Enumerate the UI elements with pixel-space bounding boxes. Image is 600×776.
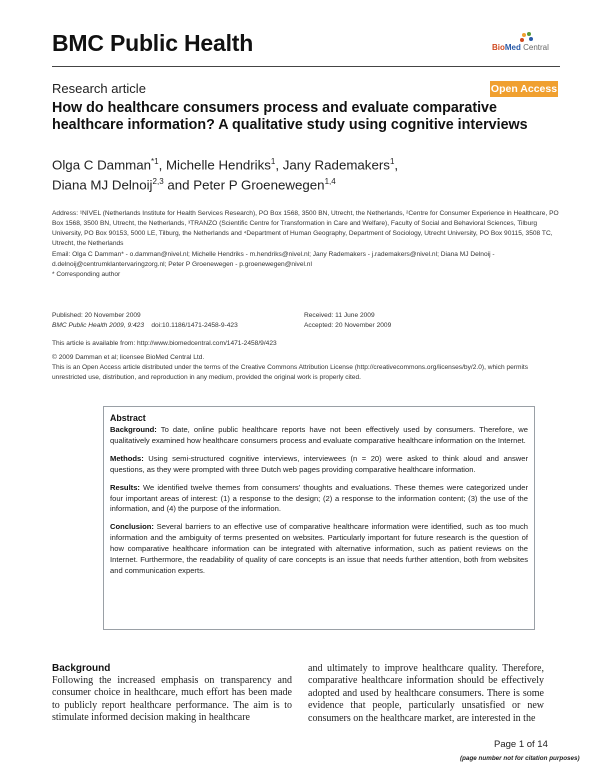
journal-title: BMC Public Health (52, 30, 254, 56)
logo-med: Med (504, 43, 521, 52)
author: Peter P Groenewegen (193, 177, 325, 193)
logo-central: Central (520, 43, 549, 52)
abstract-box (103, 406, 535, 630)
article-type: Research article (52, 81, 146, 96)
received-info (304, 311, 504, 331)
author-affiliation: 1,4 (324, 177, 336, 187)
article-title: How do healthcare consumers process and evaluate comparative healthcare information? A qualitative study using cognitive interviews (52, 100, 528, 133)
biomed-central-logo (492, 32, 556, 54)
abstract-heading: Abstract (110, 413, 146, 423)
page-number: Page 1 of 14 (494, 739, 548, 750)
section-label: Background: (110, 425, 157, 434)
body-column-right: and ultimately to improve healthcare quality. Therefore, comparative healthcare information should be effectively adopted and used by healthcare consumers. There is some evidence that people, particularly unsatisfied or new consumers on the healthcare market, are interested in the (308, 663, 544, 724)
body-column-left: Following the increased emphasis on transparency and consumer choice in healthcare, much effort has been made to publicly report healthcare performance. The aim is to stimulate informed decision making in healthcare (52, 675, 292, 724)
abstract-background (110, 425, 528, 447)
page-number-note: (page number not for citation purposes) (460, 755, 580, 762)
section-label: Conclusion: (110, 522, 154, 532)
author-affiliation: 1 (389, 157, 395, 166)
section-label: Methods: (110, 453, 144, 463)
published-date: Published: 20 November 2009 (52, 312, 141, 319)
section-text: Using semi-structured cognitive interviews, interviewees (n = 20) were asked to think aloud and answer questions, as they were prompted with three Dutch web pages providing comparative healthcare information. (110, 453, 528, 474)
abstract-methods (110, 454, 528, 476)
author-affiliation: 1 (270, 157, 276, 166)
section-text: We identified twelve themes from consumers' thoughts and evaluations. These themes were categorized under four important areas of interest: (1) a response to the design; (2) a response to the information content; (3) the use of the information, and (4) the purpose of the information. (110, 482, 528, 514)
author: Michelle Hendriks (165, 157, 271, 173)
author: Jany Rademakers (282, 157, 390, 173)
author-affiliation: *1 (151, 157, 159, 166)
section-text: To date, online public healthcare reports have not been effectively used by consumers. Therefore, we qualitatively examined how healthcare consumers process and evaluate comparative healthcare information on the Internet. (110, 425, 528, 445)
copyright: © 2009 Damman et al; licensee BioMed Central Ltd. (52, 354, 205, 361)
received-date: Received: 11 June 2009 (304, 312, 375, 319)
author-affiliation: 2,3 (152, 177, 164, 187)
abstract-conclusion (110, 522, 528, 577)
section-label: Results: (110, 482, 140, 492)
publication-info (52, 311, 292, 331)
header-divider (52, 66, 560, 67)
author-emails[interactable]: Email: Olga C Damman* - o.damman@nivel.nl; Michelle Hendriks - m.hendriks@nivel.nl; Jany Rademakers - j.rademakers@nivel.nl; Diana MJ Delnoij - d.delnoij@centrumklantervaringzorg.nl; Peter P Groenewegen - p.groenewegen@nivel.nl (52, 251, 495, 268)
open-access-badge: Open Access (490, 83, 558, 95)
author: Olga C Damman (52, 157, 152, 173)
background-heading: Background (52, 663, 111, 674)
license-text: This is an Open Access article distributed under the terms of the Creative Commons Attribution License (http://creativecommons.org/licenses/by/2.0), which permits unrestricted use, distribution, and reproduction in any medium, provided the original work is properly cited. (52, 364, 529, 381)
doi-link[interactable]: doi:10.1186/1471-2458-9-423 (151, 322, 238, 329)
accepted-date: Accepted: 20 November 2009 (304, 322, 392, 329)
affiliation-address: Address: ¹NIVEL (Netherlands Institute for Health Services Research), PO Box 1568, 3500 BN, Utrecht, the Netherlands, ²Centre for Consumer Experience in Healthcare, PO Box 1568, 3500 BN, Utrecht, the Netherlands, ³TRANZO (Scientific Centre for Transformation in Care and Welfare), Faculty of Social and Behavioral Sciences, Tilburg University, PO Box 90153, 5000 LE, Tilburg, the Netherlands and ⁴Department of Human Geography, Department of Sociology, Utrecht University, PO Box 90115, 3508 TC, Utrecht, the Netherlands (52, 210, 559, 247)
abstract-results (110, 483, 528, 516)
section-text: Several barriers to an effective use of comparative healthcare information were identified, such as too much information and the ambiguity of terms presented on websites. Particularly important for future research is the question of how comparative healthcare information can be integrated with alternative information, such as patient reviews on the Internet. Furthermore, the readability of quality of care concepts is an issue that needs further attention, both from websites and communication experts. (110, 522, 528, 575)
author-list: Olga C Damman$^{*1}$, Michelle Hendriks$^1$, Jany Rademakers$^1$, Diana MJ Delnoij$^{2,3}$ and Peter P Groenewegen$^{1,4}$ (52, 157, 399, 193)
citation: BMC Public Health 2009, 9:423 (52, 322, 145, 329)
author: Diana MJ Delnoij (52, 177, 153, 193)
logo-bio: Bio (492, 43, 505, 52)
article-url[interactable]: This article is available from: http://www.biomedcentral.com/1471-2458/9/423 (52, 340, 277, 347)
corresponding-author-note: * Corresponding author (52, 271, 121, 278)
